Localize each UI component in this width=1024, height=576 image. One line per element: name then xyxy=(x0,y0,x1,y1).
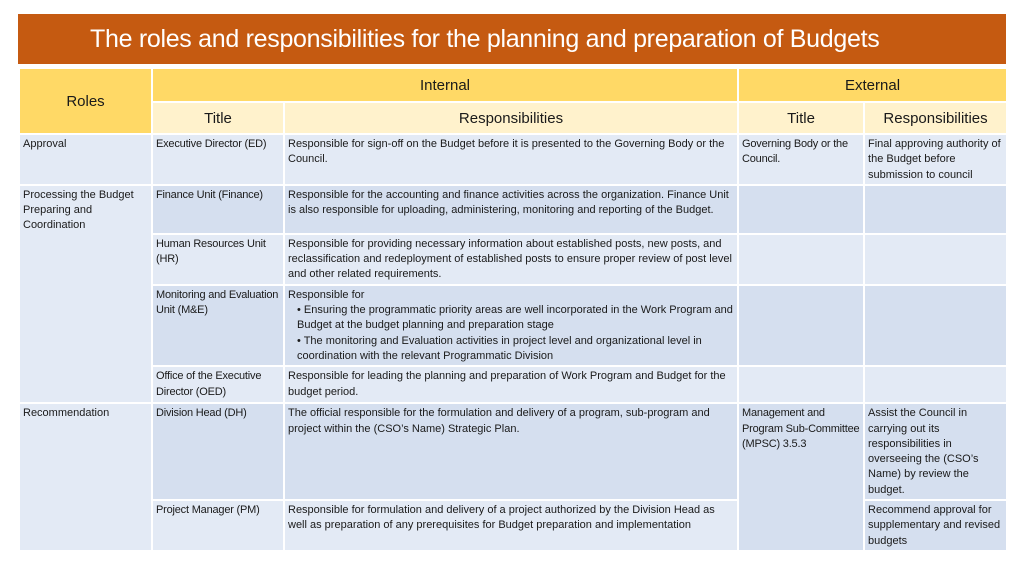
role-cell: Processing the Budget Preparing and Coordination xyxy=(19,185,152,403)
role-cell: Approval xyxy=(19,134,152,185)
page-title: The roles and responsibilities for the planning and preparation of Budgets xyxy=(18,14,1006,64)
roles-header: Roles xyxy=(19,68,152,134)
responsibility-bullet: • Ensuring the programmatic priority areas are well incorporated in the Work Program and Budget at the budget planning and preparation stage xyxy=(297,304,733,332)
external-title-header: Title xyxy=(738,102,864,134)
table-row xyxy=(19,285,1007,366)
table-row xyxy=(19,403,1007,500)
table-row xyxy=(19,185,1007,234)
table-row xyxy=(19,134,1007,185)
internal-title-cell: Office of the Executive Director (OED) xyxy=(152,366,284,403)
roles-table xyxy=(18,67,1008,552)
external-responsibility-cell xyxy=(864,285,1007,366)
internal-title-cell: Project Manager (PM) xyxy=(152,500,284,551)
internal-responsibilities-header: Responsibilities xyxy=(284,102,738,134)
internal-title-cell: Division Head (DH) xyxy=(152,403,284,500)
internal-responsibility-cell: Responsible for providing necessary information about established posts, new posts, and reclassification and redeployment of established posts to ensure proper review of post level and other related requirements. xyxy=(284,234,738,285)
external-responsibility-cell: Assist the Council in carrying out its responsibilities in overseeing the (CSO’s Name) by review the budget. xyxy=(864,403,1007,500)
internal-responsibility-cell: Responsible for formulation and delivery of a project authorized by the Division Head as well as preparation of any prerequisites for Budget preparation and implementation xyxy=(284,500,738,551)
internal-title-cell: Executive Director (ED) xyxy=(152,134,284,185)
internal-responsibility-cell: Responsible for sign-off on the Budget before it is presented to the Governing Body or the Council. xyxy=(284,134,738,185)
table-row xyxy=(19,234,1007,285)
external-responsibility-cell xyxy=(864,185,1007,234)
internal-responsibility-cell: The official responsible for the formulation and delivery of a program, sub-program and project within the (CSO’s Name) Strategic Plan. xyxy=(284,403,738,500)
internal-title-cell: Monitoring and Evaluation Unit (M&E) xyxy=(152,285,284,366)
external-title-cell xyxy=(738,285,864,366)
responsibility-bullet: • The monitoring and Evaluation activities in project level and organizational level in coordination with the relevant Programmatic Division xyxy=(297,334,702,362)
table-row xyxy=(19,366,1007,403)
internal-title-cell: Finance Unit (Finance) xyxy=(152,185,284,234)
external-title-cell: Management and Program Sub-Committee (MPSC) 3.5.3 xyxy=(738,403,864,551)
external-title-cell xyxy=(738,366,864,403)
internal-responsibility-cell: Responsible for leading the planning and preparation of Work Program and Budget for the budget period. xyxy=(284,366,738,403)
internal-title-header: Title xyxy=(152,102,284,134)
external-title-cell xyxy=(738,185,864,234)
external-responsibility-cell xyxy=(864,366,1007,403)
external-title-cell xyxy=(738,234,864,285)
internal-responsibility-cell: Responsible for the accounting and finance activities across the organization. Finance Unit is also responsible for uploading, administering, monitoring and reporting of the Budget. xyxy=(284,185,738,234)
external-responsibility-cell: Recommend approval for supplementary and revised budgets xyxy=(864,500,1007,551)
role-cell: Recommendation xyxy=(19,403,152,551)
external-responsibility-cell: Final approving authority of the Budget before submission to council xyxy=(864,134,1007,185)
responsibility-intro: Responsible for xyxy=(288,288,365,301)
internal-responsibility-cell xyxy=(284,285,738,366)
external-responsibility-cell xyxy=(864,234,1007,285)
external-title-cell: Governing Body or the Council. xyxy=(738,134,864,185)
external-responsibilities-header: Responsibilities xyxy=(864,102,1007,134)
external-header: External xyxy=(738,68,1007,102)
internal-header: Internal xyxy=(152,68,738,102)
internal-title-cell: Human Resources Unit (HR) xyxy=(152,234,284,285)
